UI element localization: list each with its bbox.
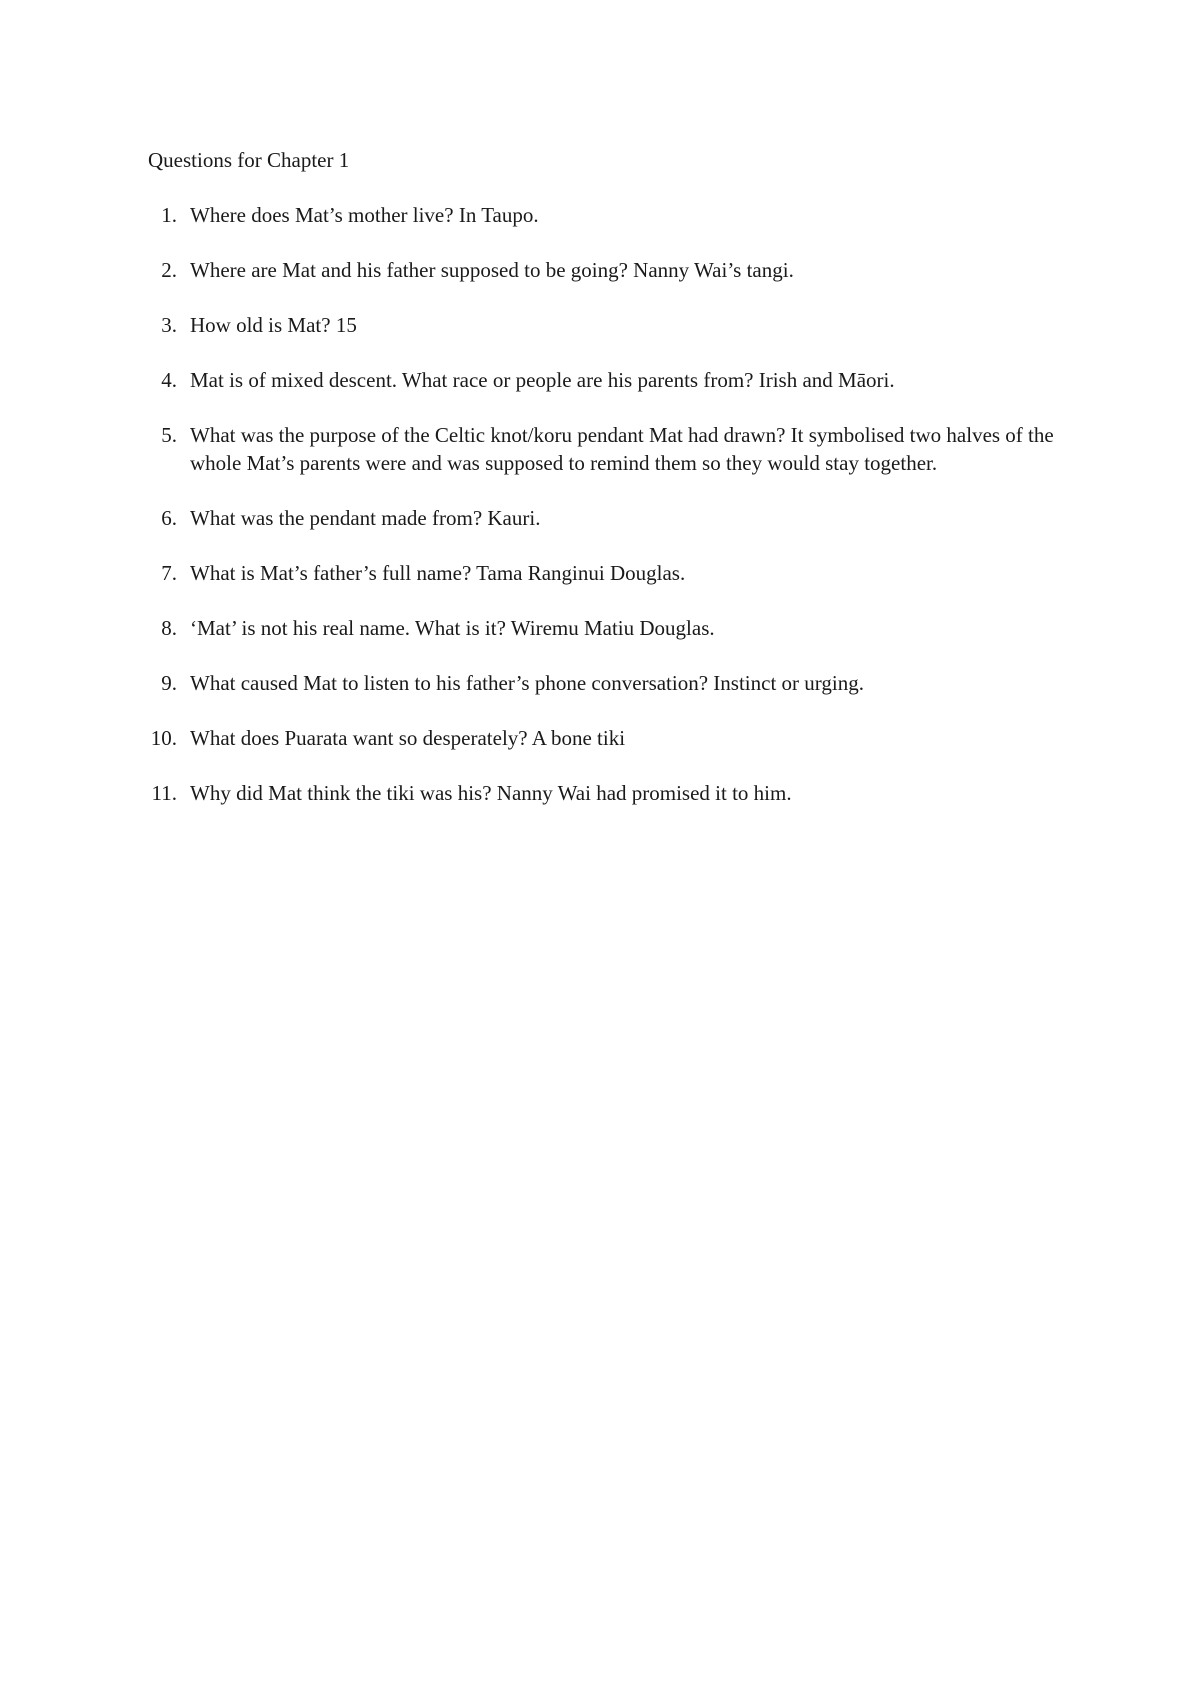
question-number: 5.	[161, 423, 177, 447]
question-text: How old is Mat? 15	[190, 313, 357, 337]
question-list	[148, 201, 1088, 807]
question-number: 8.	[161, 616, 177, 640]
question-number: 10.	[150, 726, 177, 750]
question-item	[148, 724, 1088, 752]
question-item	[148, 201, 1088, 229]
question-item	[148, 504, 1088, 532]
question-text: Where are Mat and his father supposed to be going? Nanny Wai’s tangi.	[190, 258, 794, 282]
question-number: 6.	[161, 506, 177, 530]
question-number: 1.	[161, 203, 177, 227]
question-number: 3.	[161, 313, 177, 337]
question-item	[148, 256, 1088, 284]
question-text: Mat is of mixed descent. What race or people are his parents from? Irish and Māori.	[190, 368, 895, 392]
question-item	[148, 614, 1088, 642]
question-item	[148, 779, 1088, 807]
document-title: Questions for Chapter 1	[148, 148, 350, 172]
question-number: 9.	[161, 671, 177, 695]
document-content	[148, 146, 1088, 834]
question-item	[148, 421, 1088, 477]
question-text: What caused Mat to listen to his father’s phone conversation? Instinct or urging.	[190, 671, 864, 695]
question-text: What does Puarata want so desperately? A bone tiki	[190, 726, 626, 750]
question-text: What is Mat’s father’s full name? Tama Ranginui Douglas.	[190, 561, 686, 585]
question-number: 2.	[161, 258, 177, 282]
question-number: 11.	[151, 781, 177, 805]
question-text: What was the pendant made from? Kauri.	[190, 506, 541, 530]
question-number: 4.	[161, 368, 177, 392]
question-number: 7.	[161, 561, 177, 585]
question-item	[148, 311, 1088, 339]
question-text: What was the purpose of the Celtic knot/koru pendant Mat had drawn? It symbolised two halves of the whole Mat’s parents were and was supposed to remind them so they would stay together.	[190, 423, 1054, 475]
question-text: ‘Mat’ is not his real name. What is it? Wiremu Matiu Douglas.	[190, 616, 715, 640]
question-item	[148, 669, 1088, 697]
question-item	[148, 366, 1088, 394]
question-text: Why did Mat think the tiki was his? Nanny Wai had promised it to him.	[190, 781, 792, 805]
question-item	[148, 559, 1088, 587]
question-text: Where does Mat’s mother live? In Taupo.	[190, 203, 539, 227]
